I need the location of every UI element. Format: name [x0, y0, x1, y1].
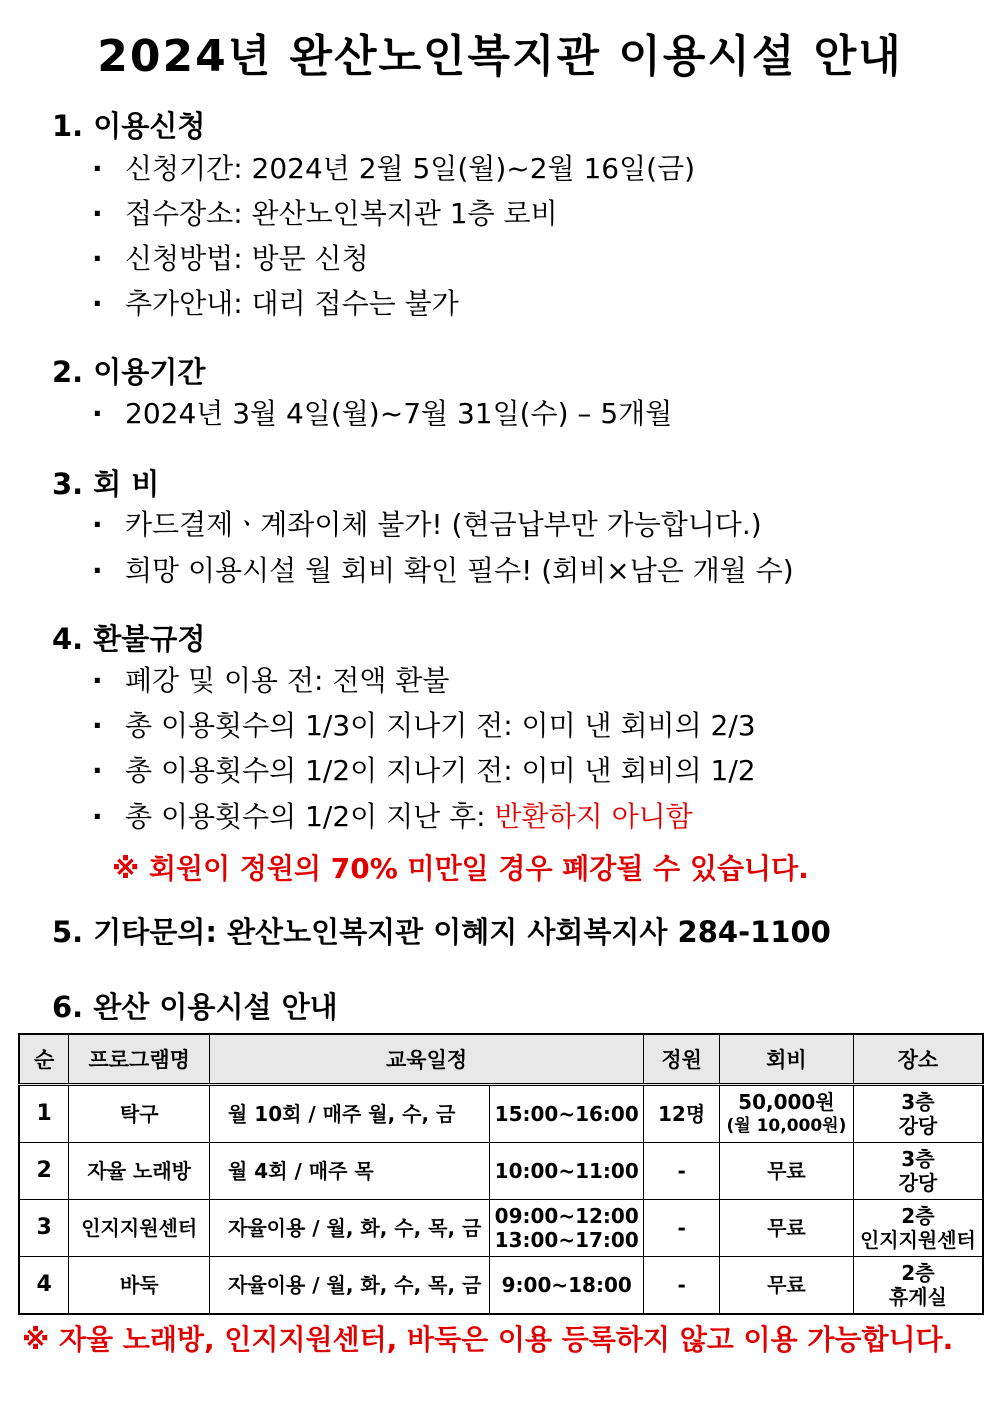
time-morning: 09:00~12:00 [494, 1204, 639, 1228]
place-room: 휴게실 [888, 1285, 947, 1309]
bullet-dot: · [92, 397, 103, 430]
schedule: 자율이용 / 월, 화, 수, 목, 금 [210, 1200, 490, 1257]
bullet-dot: · [92, 242, 103, 275]
place-room: 강당 [898, 1114, 938, 1138]
cancellation-note: ※ 회원이 정원의 70% 미만일 경우 폐강될 수 있습니다. [112, 852, 809, 885]
list-item-text: 카드결제ㆍ계좌이체 불가! (현금납부만 가능합니다.) [125, 508, 762, 541]
section-heading-period: 2. 이용기간 [52, 355, 206, 389]
fee [720, 1085, 854, 1143]
list-item [92, 800, 693, 834]
place-room: 강당 [898, 1171, 938, 1195]
list-item-text: 2024년 3월 4일(월)~7월 31일(수) – 5개월 [125, 397, 673, 430]
fee-amount: 50,000원 [738, 1090, 835, 1114]
list-item [92, 152, 695, 186]
section-heading-application: 1. 이용신청 [52, 109, 206, 143]
bullet-dot: · [92, 287, 103, 320]
col-header-fee: 회비 [720, 1034, 854, 1085]
fee-monthly: (월 10,000원) [726, 1116, 847, 1136]
list-item [92, 242, 369, 276]
place-room: 인지지원센터 [859, 1228, 976, 1252]
schedule: 자율이용 / 월, 화, 수, 목, 금 [210, 1257, 490, 1315]
list-item-text: 신청기간: 2024년 2월 5일(월)~2월 16일(금) [125, 152, 696, 185]
no-refund-text: 반환하지 아니함 [494, 800, 693, 833]
row-number: 3 [19, 1200, 69, 1257]
program-name: 인지지원센터 [69, 1200, 210, 1257]
section-heading-fee: 3. 회 비 [52, 467, 160, 501]
fee: 무료 [720, 1257, 854, 1315]
bullet-dot: · [92, 508, 103, 541]
list-item-text: 총 이용횟수의 1/2이 지나기 전: 이미 낸 회비의 1/2 [125, 754, 756, 787]
list-item-text: 총 이용횟수의 1/2이 지난 후: [125, 800, 495, 833]
row-number: 2 [19, 1143, 69, 1200]
table-row [19, 1257, 983, 1315]
place [853, 1257, 983, 1315]
list-item [92, 664, 449, 698]
col-header-capacity: 정원 [644, 1034, 720, 1085]
fee: 무료 [720, 1143, 854, 1200]
bullet-dot: · [92, 554, 103, 587]
place [853, 1200, 983, 1257]
capacity: - [644, 1257, 720, 1315]
list-item-text: 폐강 및 이용 전: 전액 환불 [125, 664, 450, 697]
list-item [92, 197, 558, 231]
list-item-text: 신청방법: 방문 신청 [125, 242, 369, 275]
time: 9:00~18:00 [490, 1257, 644, 1315]
row-number: 4 [19, 1257, 69, 1315]
place-floor: 3층 [901, 1147, 935, 1171]
table-row [19, 1200, 983, 1257]
list-item [92, 508, 762, 542]
page-title: 2024년 완산노인복지관 이용시설 안내 [97, 31, 903, 82]
row-number: 1 [19, 1085, 69, 1143]
fee: 무료 [720, 1200, 854, 1257]
list-item-text: 추가안내: 대리 접수는 불가 [125, 287, 459, 320]
list-item [92, 287, 459, 321]
table-header-row [19, 1034, 983, 1085]
section-heading-refund: 4. 환불규정 [52, 622, 206, 656]
bullet-dot: · [92, 709, 103, 742]
section-heading-facilities: 6. 완산 이용시설 안내 [52, 990, 338, 1024]
program-name: 바둑 [69, 1257, 210, 1315]
place [853, 1143, 983, 1200]
schedule: 월 10회 / 매주 월, 수, 금 [210, 1085, 490, 1143]
place-floor: 2층 [901, 1204, 935, 1228]
time [490, 1200, 644, 1257]
list-item [92, 754, 756, 788]
col-header-schedule: 교육일정 [210, 1034, 644, 1085]
list-item-text: 접수장소: 완산노인복지관 1층 로비 [125, 197, 558, 230]
time: 10:00~11:00 [490, 1143, 644, 1200]
facility-table [18, 1033, 984, 1315]
table-row [19, 1085, 983, 1143]
bullet-dot: · [92, 197, 103, 230]
section-heading-contact: 5. 기타문의: 완산노인복지관 이혜지 사회복지사 284-1100 [52, 915, 831, 949]
time-afternoon: 13:00~17:00 [494, 1228, 639, 1252]
col-header-no: 순 [19, 1034, 69, 1085]
bullet-dot: · [92, 754, 103, 787]
registration-note: ※ 자율 노래방, 인지지원센터, 바둑은 이용 등록하지 않고 이용 가능합니다. [22, 1323, 954, 1356]
list-item [92, 397, 672, 431]
list-item [92, 709, 756, 743]
schedule: 월 4회 / 매주 목 [210, 1143, 490, 1200]
list-item-text: 총 이용횟수의 1/3이 지나기 전: 이미 낸 회비의 2/3 [125, 709, 756, 742]
time: 15:00~16:00 [490, 1085, 644, 1143]
bullet-dot: · [92, 152, 103, 185]
bullet-dot: · [92, 800, 103, 833]
place [853, 1085, 983, 1143]
list-item [92, 554, 794, 588]
bullet-dot: · [92, 664, 103, 697]
capacity: - [644, 1143, 720, 1200]
col-header-place: 장소 [853, 1034, 983, 1085]
program-name: 자율 노래방 [69, 1143, 210, 1200]
col-header-program: 프로그램명 [69, 1034, 210, 1085]
table-row [19, 1143, 983, 1200]
place-floor: 3층 [901, 1090, 935, 1114]
program-name: 탁구 [69, 1085, 210, 1143]
capacity: - [644, 1200, 720, 1257]
list-item-text: 희망 이용시설 월 회비 확인 필수! (회비×남은 개월 수) [125, 554, 794, 587]
capacity: 12명 [644, 1085, 720, 1143]
place-floor: 2층 [901, 1261, 935, 1285]
